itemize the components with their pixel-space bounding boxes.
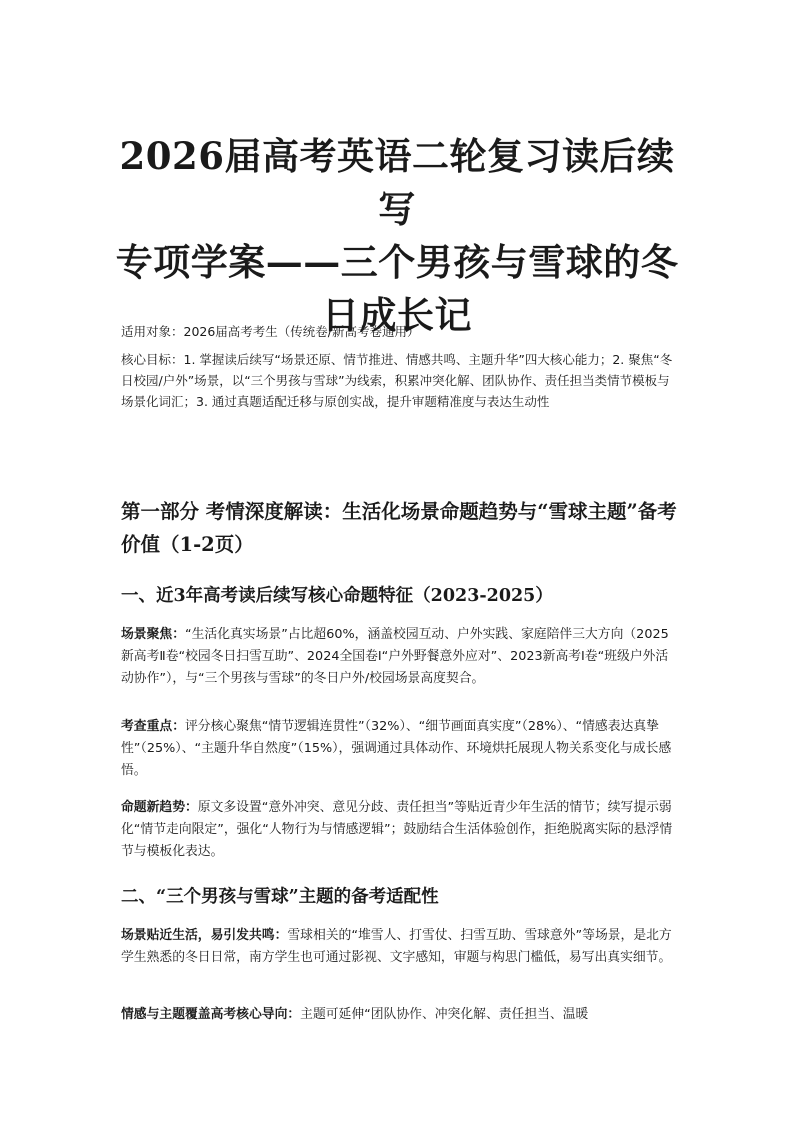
section1-paragraph (121, 624, 681, 690)
section1-paragraph (121, 797, 681, 863)
paragraph-text: 评分核心聚焦“情节逻辑连贯性”（32%）、“细节画面真实度”（28%）、“情感表达真挚性”（25%）、“主题升华自然度”（15%），强调通过具体动作、环境烘托展现人物关系变化与成长感悟。 (121, 719, 672, 778)
title-line-3: 日成长记 (322, 293, 472, 337)
part1-heading: 第一部分 考情深度解读：生活化场景命题趋势与“雪球主题”备考价值（1-2页） (121, 500, 677, 556)
paragraph-label: 考查重点： (121, 719, 185, 734)
paragraph-label: 命题新趋势： (121, 800, 198, 815)
paragraph-text: 主题可延伸“团队协作、冲突化解、责任担当、温暖 (300, 1007, 589, 1022)
paragraph-text: “生活化真实场景”占比超60%，涵盖校园互动、户外实践、家庭陪伴三大方向（2025新高考Ⅱ卷“校园冬日扫雪互助”、2024全国卷Ⅰ“户外野餐意外应对”、2023新高考Ⅰ卷“班级户外活动协作”），与“三个男孩与雪球”的冬日户外/校园场景高度契合。 (121, 627, 669, 686)
paragraph-label: 情感与主题覆盖高考核心导向： (121, 1007, 301, 1022)
document-title (110, 130, 684, 342)
title-line-2: 专项学案——三个男孩与雪球的冬 (115, 240, 679, 284)
section1-heading: 一、近3年高考读后续写核心命题特征（2023-2025） (121, 586, 553, 606)
objectives-text: 核心目标：1. 掌握读后续写“场景还原、情节推进、情感共鸣、主题升华”四大核心能力；2. 聚焦“冬日校园/户外”场景，以“三个男孩与雪球”为线索，积累冲突化解、团队协作、责任担当类情节模板与场景化词汇；3. 通过真题适配迁移与原创实战，提升审题精准度与表达生动性 (121, 352, 673, 409)
paragraph-text: 原文多设置“意外冲突、意见分歧、责任担当”等贴近青少年生活的情节；续写提示弱化“情节走向限定”，强化“人物行为与情感逻辑”；鼓励结合生活体验创作，拒绝脱离实际的悬浮情节与模板化表达。 (121, 800, 673, 859)
paragraph-label: 场景聚焦： (121, 627, 185, 642)
audience-text: 适用对象：2026届高考考生（传统卷/新高考卷通用） (121, 324, 420, 339)
paragraph-label: 场景贴近生活，易引发共鸣： (121, 928, 288, 943)
section2-paragraph (121, 1004, 681, 1026)
section1-paragraph (121, 716, 681, 782)
section2-paragraph (121, 925, 681, 969)
section2-heading: 二、“三个男孩与雪球”主题的备考适配性 (121, 887, 439, 907)
paragraph-text: 雪球相关的“堆雪人、打雪仗、扫雪互助、雪球意外”等场景，是北方学生熟悉的冬日日常，南方学生也可通过影视、文字感知，审题与构思门槛低，易写出真实细节。 (121, 928, 672, 965)
title-line-1: 2026届高考英语二轮复习读后续写 (119, 134, 675, 231)
